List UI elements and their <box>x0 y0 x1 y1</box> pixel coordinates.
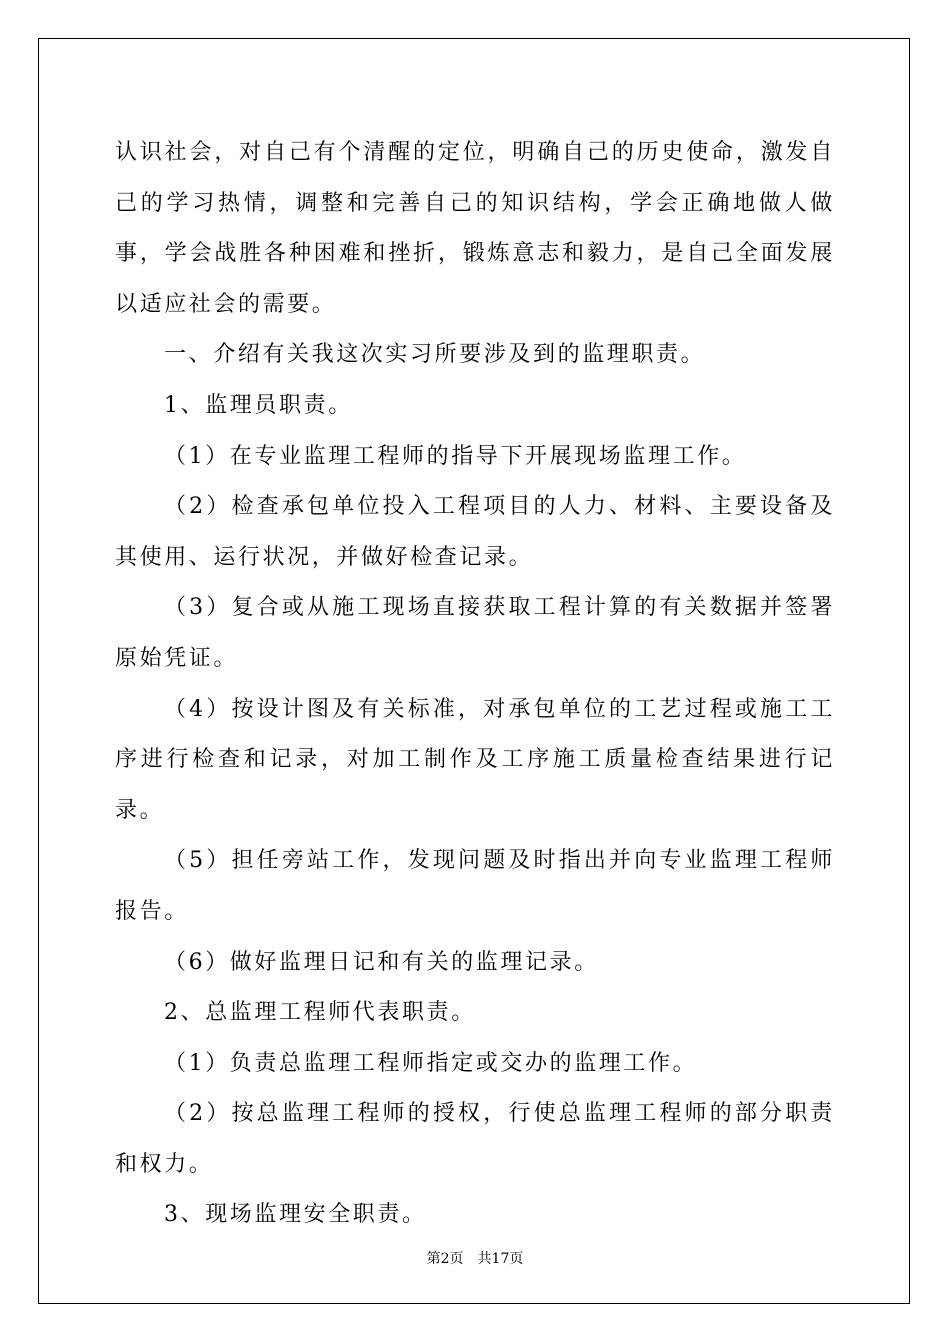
list-item: （3）复合或从施工现场直接获取工程计算的有关数据并签署原始凭证。 <box>115 595 835 671</box>
subsection-heading: 1、监理员职责。 <box>164 392 353 418</box>
document-body <box>115 128 835 1241</box>
total-page-count: 共17页 <box>477 1251 524 1267</box>
page-footer <box>0 1248 950 1268</box>
list-item: （4）按设计图及有关标准，对承包单位的工艺过程或施工工序进行检查和记录，对加工制作及工序施工质量检查结果进行记录。 <box>115 696 835 823</box>
list-item: （2）按总监理工程师的授权，行使总监理工程师的部分职责和权力。 <box>115 1101 835 1177</box>
list-item: （6）做好监理日记和有关的监理记录。 <box>164 949 599 975</box>
subsection-heading: 2、总监理工程师代表职责。 <box>164 1000 476 1026</box>
current-page-number: 第2页 <box>426 1251 464 1267</box>
subsection-heading: 3、现场监理安全职责。 <box>164 1202 427 1228</box>
section-heading: 一、介绍有关我这次实习所要涉及到的监理职责。 <box>164 342 706 368</box>
list-item: （1）负责总监理工程师指定或交办的监理工作。 <box>164 1050 698 1076</box>
list-item: （2）检查承包单位投入工程项目的人力、材料、主要设备及其使用、运行状况，并做好检查记录。 <box>115 494 835 570</box>
paragraph: 认识社会，对自己有个清醒的定位，明确自己的历史使命，激发自己的学习热情，调整和完善自己的知识结构，学会正确地做人做事，学会战胜各种困难和挫折，锻炼意志和毅力，是自己全面发展以适应社会的需要。 <box>115 140 835 317</box>
list-item: （5）担任旁站工作，发现问题及时指出并向专业监理工程师报告。 <box>115 848 835 924</box>
list-item: （1）在专业监理工程师的指导下开展现场监理工作。 <box>164 443 747 469</box>
